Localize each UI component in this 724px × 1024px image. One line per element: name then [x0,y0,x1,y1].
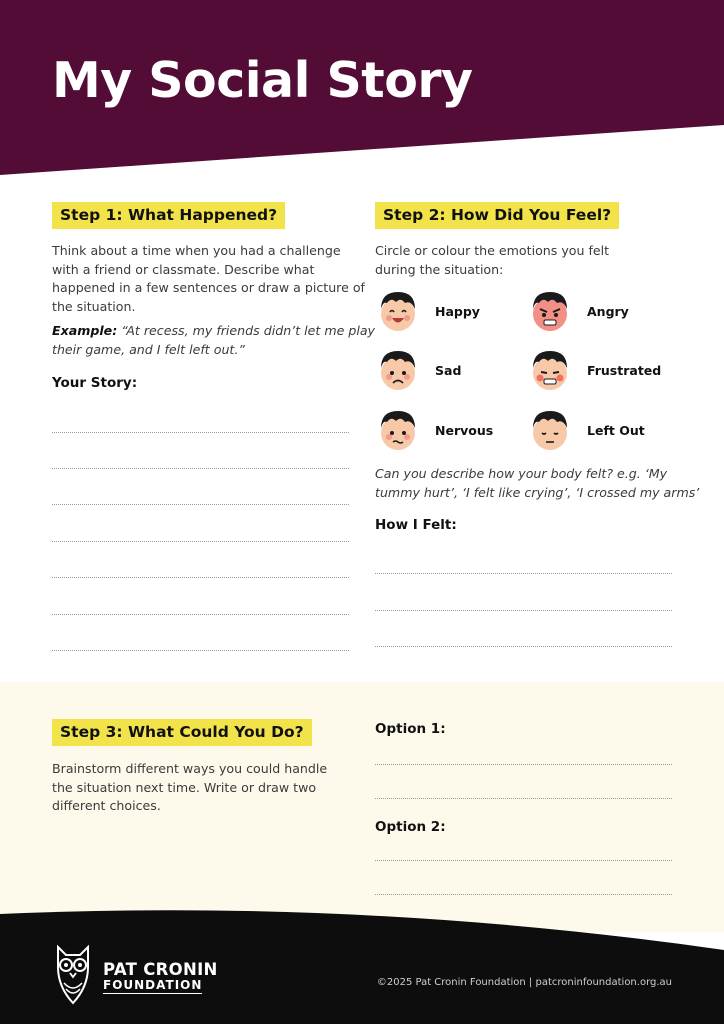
emotion-label: Nervous [435,422,494,438]
step3-description-line: different choices. [52,798,161,813]
emotion-happy[interactable] [375,288,480,334]
option2-write-line[interactable] [375,894,672,895]
owl-logo-icon [52,943,94,1009]
example-text: their game, and I felt left out.” [52,341,245,357]
step3-title: Step 3: What Could You Do? [52,719,312,746]
step3-description-line: Brainstorm different ways you could handle [52,761,328,776]
happy-face-icon [375,288,421,334]
angry-face-icon [527,288,573,334]
frustrated-face-icon [527,347,573,393]
felt-write-line[interactable] [375,646,672,647]
emotion-label: Left Out [587,422,645,438]
step1-description-line: Think about a time when you had a challenge [52,243,341,258]
emotion-nervous[interactable] [375,407,493,453]
story-write-line[interactable] [52,504,349,505]
emotion-angry[interactable] [527,288,629,334]
copyright-text: ©2025 Pat Cronin Foundation | patcroninfoundation.org.au [376,977,672,988]
left-out-face-icon [527,407,573,453]
story-write-line[interactable] [52,650,349,651]
story-write-line[interactable] [52,577,349,578]
emotion-label: Sad [435,362,462,378]
example-text: “At recess, my friends didn’t let me play [121,323,376,338]
step2-description [375,242,609,279]
emotion-label: Frustrated [587,362,662,378]
step1-title: Step 1: What Happened? [52,202,285,229]
story-write-line[interactable] [52,468,349,469]
felt-write-line[interactable] [375,610,672,611]
example-label: Example: [52,323,118,338]
story-write-line[interactable] [52,432,349,433]
option1-label: Option 1: [375,721,446,737]
emotion-label: Happy [435,303,480,319]
body-feeling-question [375,465,699,502]
question-line: tummy hurt’, ‘I felt like crying’, ‘I crossed my arms’ [375,484,700,500]
question-line: Can you describe how your body felt? e.g. ‘My [375,466,668,481]
step1-example [52,322,375,359]
step2-description-line: during the situation: [375,261,504,277]
step3-description-line: the situation next time. Write or draw two [52,779,317,795]
emotion-label: Angry [587,303,629,319]
step1-description-line: with a friend or classmate. Describe what [52,261,315,277]
step1-description [52,242,365,316]
emotion-sad[interactable] [375,347,461,393]
nervous-face-icon [375,407,421,453]
option2-write-line[interactable] [375,860,672,861]
story-write-line[interactable] [52,614,349,615]
step3-description [52,760,327,816]
step2-description-line: Circle or colour the emotions you felt [375,243,610,258]
brand-subtitle: FOUNDATION [103,978,203,992]
option2-label: Option 2: [375,819,446,835]
emotion-left-out[interactable] [527,407,645,453]
brand-name: PAT CRONIN [103,960,218,979]
page-title: My Social Story [52,52,473,109]
step1-description-line: happened in a few sentences or draw a picture of [52,280,365,295]
your-story-label: Your Story: [52,375,138,391]
option1-write-line[interactable] [375,798,672,799]
step1-description-line: the situation. [52,298,136,314]
emotion-frustrated[interactable] [527,347,661,393]
how-i-felt-label: How I Felt: [375,517,457,533]
step2-title: Step 2: How Did You Feel? [375,202,619,229]
option1-write-line[interactable] [375,764,672,765]
sad-face-icon [375,347,421,393]
felt-write-line[interactable] [375,573,672,574]
story-write-line[interactable] [52,541,349,542]
